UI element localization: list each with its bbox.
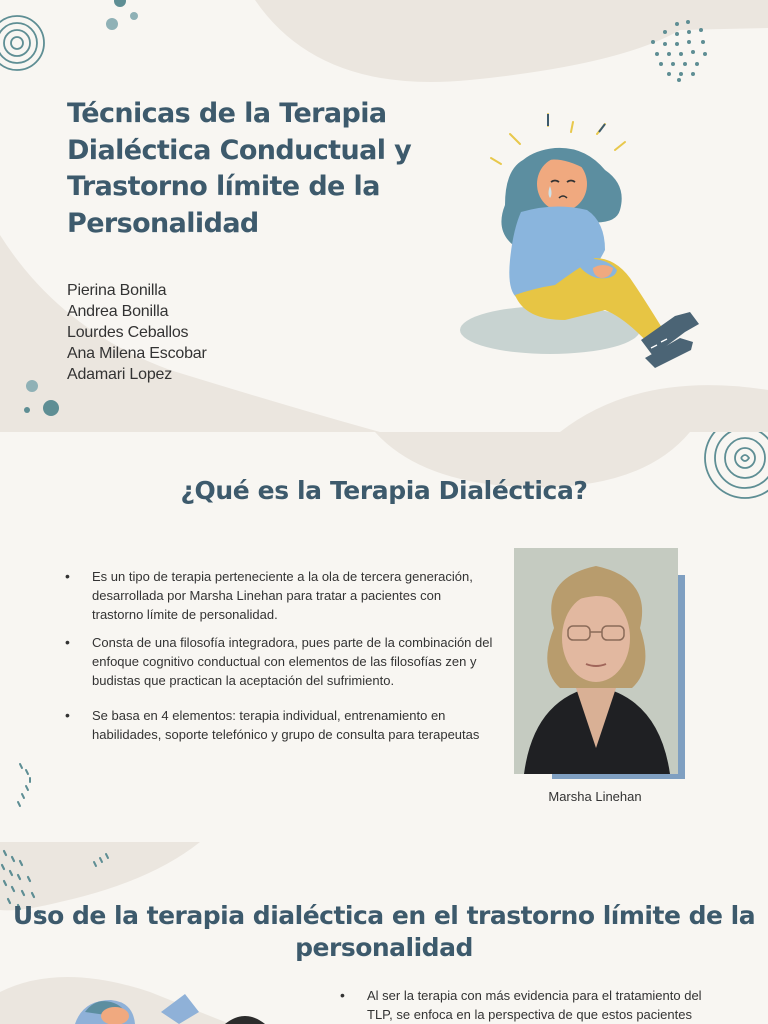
bullet-item: • Se basa en 4 elementos: terapia individual, entrenamiento en habilidades, soporte telefónico y grupo de consulta para terapeutas	[65, 706, 495, 744]
crying-girl-illustration	[455, 110, 715, 370]
author-name: Ana Milena Escobar	[67, 345, 207, 362]
slide-title: ¿Qué es la Terapia Dialéctica?	[180, 476, 588, 505]
author-name: Pierina Bonilla	[67, 282, 167, 299]
dots-cluster-icon	[100, 0, 150, 35]
concentric-circles-icon	[0, 15, 50, 75]
dash-pattern-icon	[10, 762, 40, 812]
bullet-list	[65, 567, 495, 744]
authors-list	[67, 280, 207, 385]
author-name: Lourdes Ceballos	[67, 324, 189, 341]
portrait-photo	[514, 548, 678, 774]
author-name: Andrea Bonilla	[67, 303, 169, 320]
usage-slide	[0, 842, 768, 1024]
dots-cluster-bottom-icon	[18, 375, 68, 420]
presentation-title: Técnicas de la Terapia Dialéctica Conductual y Trastorno límite de la Personalidad	[67, 98, 412, 239]
dash-pattern-small-icon	[90, 850, 115, 870]
dots-pattern-icon	[645, 18, 713, 83]
bullet-item: • Al ser la terapia con más evidencia para el tratamiento del TLP, se enfoca en la perspectiva de que estos pacientes	[340, 986, 725, 1024]
bullet-item: • Es un tipo de terapia perteneciente a la ola de tercera generación, desarrollada por Marsha Linehan para tratar a pacientes con trastorno límite de personalidad.	[65, 567, 495, 624]
bullet-list	[340, 986, 725, 1024]
portrait-illustration	[514, 548, 678, 774]
slide-title: Uso de la terapia dialéctica en el trastorno límite de la personalidad	[12, 901, 756, 962]
what-is-slide	[0, 432, 768, 842]
author-name: Adamari Lopez	[67, 366, 173, 383]
title-slide	[0, 0, 768, 432]
therapy-illustration	[75, 992, 275, 1024]
photo-caption: Marsha Linehan	[548, 789, 642, 804]
bullet-item: • Consta de una filosofía integradora, pues parte de la combinación del enfoque cognitivo conductual con elementos de las filosofías zen y budistas que practican la aceptación del sufrimiento.	[65, 633, 495, 690]
